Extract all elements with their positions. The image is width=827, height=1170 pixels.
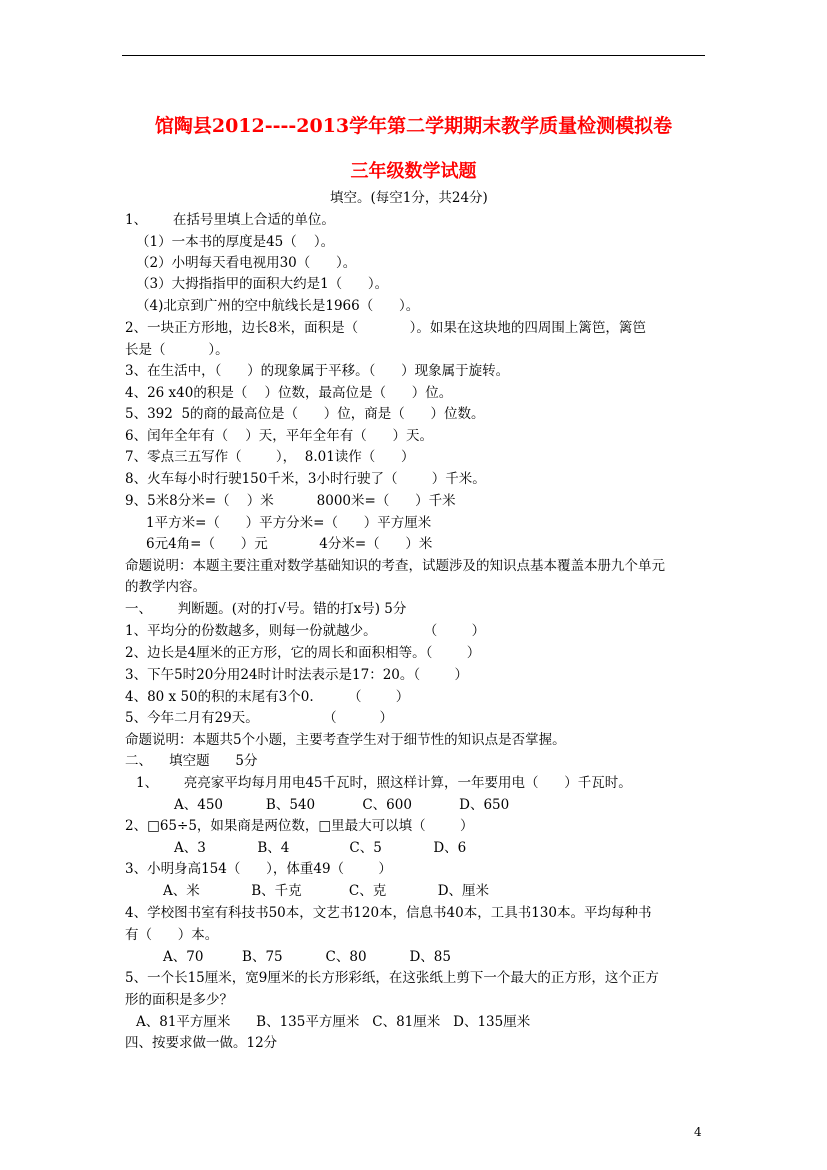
question-text: 1、 亮亮家平均每月用电45千瓦时，照这样计算，一年要用电（ ）千瓦时。 <box>136 775 632 791</box>
note-text: 的教学内容。 <box>125 579 206 595</box>
question-text: 8、火车每小时行驶150千米，3小时行驶了（ ）千米。 <box>125 471 486 487</box>
question-text: 1、平均分的份数越多，则每一份就越少。 （ ） <box>125 623 486 639</box>
section-heading: 四、按要求做一做。12分 <box>125 1035 278 1051</box>
note-text: 命题说明：本题共5个小题，主要考查学生对于细节性的知识点是否掌握。 <box>125 732 566 748</box>
question-text: 5、一个长15厘米，宽9厘米的长方形彩纸，在这张纸上剪下一个最大的正方形，这个正方 <box>125 970 659 986</box>
question-text: 1、 在括号里填上合适的单位。 <box>125 212 335 228</box>
answer-options: A、81平方厘米 B、135平方厘米 C、81厘米 D、135厘米 <box>136 1014 531 1030</box>
section-fill-blank-heading: 填空。(每空1分，共24分) <box>330 190 488 206</box>
question-text: 4、26 x40的积是（ ）位数，最高位是（ ）位。 <box>125 385 453 401</box>
question-text: 4、80 x 50的积的末尾有3个0. （ ） <box>125 689 410 705</box>
question-text: 有（ ）本。 <box>125 927 219 943</box>
section-choice-heading: 二、 填空题 5分 <box>125 753 258 769</box>
question-text: 9、5米8分米=（ ）米 8000米=（ ）千米 <box>125 493 456 509</box>
note-text: 命题说明：本题主要注重对数学基础知识的考查，试题涉及的知识点基本覆盖本册九个单元 <box>125 558 665 574</box>
question-text: （2）小明每天看电视用30（ ）。 <box>136 255 357 271</box>
page-number: 4 <box>694 1125 702 1139</box>
question-text: 5、今年二月有29天。 （ ） <box>125 710 394 726</box>
answer-options: A、米 B、千克 C、克 D、厘米 <box>163 883 490 899</box>
question-text: 形的面积是多少？ <box>125 992 233 1008</box>
question-text: 5、392 5的商的最高位是（ ）位，商是（ ）位数。 <box>125 406 485 422</box>
question-text: 3、下午5时20分用24时计时法表示是17：20。（ ） <box>125 667 468 683</box>
question-text: 6元4角=（ ）元 4分米=（ ）米 <box>146 536 433 552</box>
answer-options: A、450 B、540 C、600 D、650 <box>174 797 510 813</box>
question-text: 2、一块正方形地，边长8米，面积是（ ）。如果在这块地的四周围上篱笆，篱笆 <box>125 320 646 336</box>
question-text: （1）一本书的厚度是45（ ）。 <box>136 234 335 250</box>
question-text: （3）大拇指指甲的面积大约是1（ ）。 <box>136 276 389 292</box>
question-text: 2、边长是4厘米的正方形，它的周长和面积相等。（ ） <box>125 645 481 661</box>
question-text: 2、□65÷5，如果商是两位数，□里最大可以填（ ） <box>125 818 474 834</box>
section-judge-heading: 一、 判断题。(对的打√号。错的打x号) 5分 <box>125 601 407 617</box>
question-text: 3、在生活中，（ ）的现象属于平移。（ ）现象属于旋转。 <box>125 363 510 379</box>
question-text: 1平方米=（ ）平方分米=（ ）平方厘米 <box>146 515 432 531</box>
answer-options: A、3 B、4 C、5 D、6 <box>174 840 467 856</box>
question-text: 4、学校图书室有科技书50本，文艺书120本，信息书40本，工具书130本。平均每种书 <box>125 905 652 921</box>
question-text: 3、小明身高154（ ），体重49（ ） <box>125 861 392 877</box>
question-text: 6、闰年全年有（ ）天，平年全年有（ ）天。 <box>125 428 434 444</box>
header-rule <box>122 55 705 56</box>
answer-options: A、70 B、75 C、80 D、85 <box>163 949 451 965</box>
exam-subtitle: 三年级数学试题 <box>350 161 477 182</box>
question-text: （4)北京到广州的空中航线长是1966（ ）。 <box>136 298 420 314</box>
question-text: 7、零点三五写作（ ）， 8.01读作（ ） <box>125 449 415 465</box>
question-text: 长是（ ）。 <box>125 342 229 358</box>
exam-title: 馆陶县2012----2013学年第二学期期末教学质量检测模拟卷 <box>154 115 673 137</box>
